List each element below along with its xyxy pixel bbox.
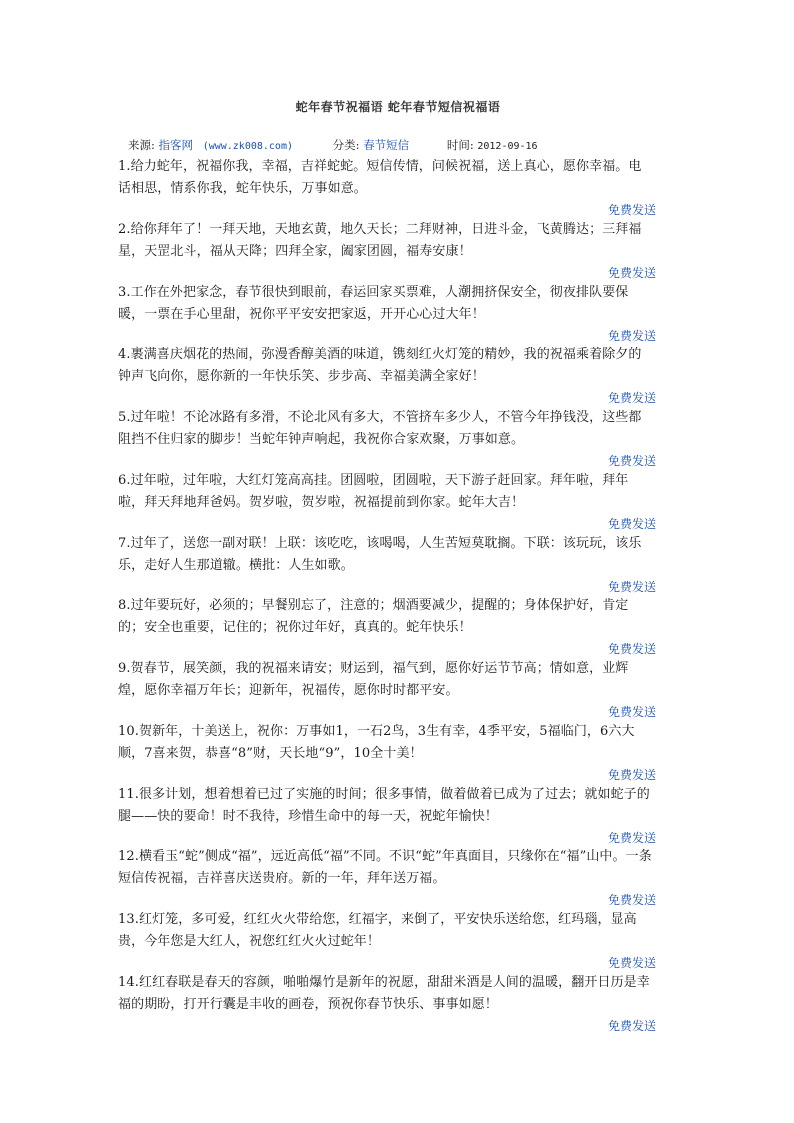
source-label: 来源: <box>128 138 155 152</box>
message-item <box>118 533 656 596</box>
message-text: 4.裹满喜庆烟花的热闹，弥漫香醇美酒的味道，镌刻红火灯笼的精妙，我的祝福乘着除夕的钟声飞向你，愿你新的一年快乐笑、步步高、幸福美满全家好！ <box>118 347 642 385</box>
message-item <box>118 784 656 847</box>
free-send-link[interactable]: 免费发送 <box>607 830 656 845</box>
free-send-link[interactable]: 免费发送 <box>607 956 656 970</box>
free-send-link[interactable]: 免费发送 <box>607 642 656 657</box>
publish-date: 2012-09-16 <box>477 141 538 152</box>
time-label: 时间: <box>446 138 474 152</box>
message-item <box>118 344 656 407</box>
source-link[interactable]: 指客网 <box>158 138 194 152</box>
message-text: 2.给你拜年了！一拜天地，天地玄黄，地久天长；二拜财神，日进斗金，飞黄腾达；三拜福星，天罡北斗，福从天降；四拜全家，阖家团圆，福寿安康！ <box>118 221 642 259</box>
free-send-link[interactable]: 免费发送 <box>607 893 656 908</box>
message-item <box>118 972 656 1035</box>
free-send-link[interactable]: 免费发送 <box>607 1018 656 1033</box>
free-send-link[interactable]: 免费发送 <box>607 516 656 531</box>
message-text: 12.横看玉“蛇”侧成“福”，远近高低“福”不同。不识“蛇”年真面目，只缘你在“福”山中。一条短信传祝福，吉祥喜庆送贵府。新的一年，拜年送万福。 <box>118 849 652 887</box>
free-send-link[interactable]: 免费发送 <box>607 391 656 406</box>
message-text: 14.红红春联是春天的容颜，啪啪爆竹是新年的祝愿，甜甜米酒是人间的温暖，翻开日历是幸福的期盼，打开行囊是丰收的画卷，预祝你春节快乐、事事如愿！ <box>118 974 650 1012</box>
message-item <box>118 219 656 282</box>
message-text: 9.贺春节，展笑颜，我的祝福来请安；财运到，福气到，愿你好运节节高；情如意，业辉煌，愿你幸福万年长；迎新年，祝福传，愿你时时都平安。 <box>118 661 629 698</box>
category-link[interactable]: 春节短信 <box>363 138 410 152</box>
message-text: 11.很多计划，想着想着已过了实施的时间；很多事情，做着做着已成为了过去；就如蛇子的腿——快的要命！时不我待，珍惜生命中的每一天，祝蛇年愉快！ <box>118 786 650 824</box>
article-meta <box>128 137 538 153</box>
message-item <box>118 407 656 470</box>
free-send-link[interactable]: 免费发送 <box>607 203 656 217</box>
message-item <box>118 909 656 972</box>
message-item <box>118 658 656 721</box>
free-send-link[interactable]: 免费发送 <box>607 328 656 343</box>
message-item <box>118 282 656 345</box>
message-text: 6.过年啦，过年啦，大红灯笼高高挂。团圆啦，团圆啦，天下游子赶回家。拜年啦，拜年啦，拜天拜地拜爸妈。贺岁啦，贺岁啦，祝福提前到你家。蛇年大吉！ <box>118 472 629 510</box>
free-send-link[interactable]: 免费发送 <box>607 767 656 782</box>
source-url-link[interactable]: (www.zk008.com) <box>202 141 293 152</box>
page-title: 蛇年春节祝福语 蛇年春节短信祝福语 <box>295 100 501 114</box>
message-text: 7.过年了，送您一副对联！上联：该吃吃，该喝喝，人生苦短莫耽搁。下联：该玩玩，该乐乐，走好人生那道辙。横批：人生如歌。 <box>118 535 642 573</box>
message-item <box>118 595 656 658</box>
free-send-link[interactable]: 免费发送 <box>607 705 656 719</box>
category-label: 分类: <box>332 138 360 152</box>
message-item <box>118 156 656 219</box>
free-send-link[interactable]: 免费发送 <box>607 579 656 594</box>
message-text: 10.贺新年，十美送上，祝你：万事如1，一石2鸟，3生有幸，4季平安，5福临门，6六大顺，7喜来贺，恭喜“8”财，天长地“9”，10全十美！ <box>118 723 635 761</box>
message-item <box>118 470 656 533</box>
message-list <box>118 156 656 1035</box>
message-text: 5.过年啦！不论冰路有多滑，不论北风有多大，不管挤车多少人，不管今年挣钱没，这些都阻挡不住归家的脚步！当蛇年钟声响起，我祝你合家欢聚，万事如意。 <box>118 410 642 447</box>
message-item <box>118 721 656 784</box>
free-send-link[interactable]: 免费发送 <box>607 265 656 280</box>
message-text: 3.工作在外把家念，春节很快到眼前，春运回家买票难，人潮拥挤保安全，彻夜排队要保暖，一票在手心里甜，祝你平平安安把家返，开开心心过大年！ <box>118 284 629 322</box>
message-text: 1.给力蛇年，祝福你我，幸福，吉祥蛇蛇。短信传情，问候祝福，送上真心，愿你幸福。电话相思，情系你我，蛇年快乐，万事如意。 <box>118 159 642 196</box>
message-item <box>118 846 656 909</box>
message-text: 8.过年要玩好，必须的；早餐别忘了，注意的；烟酒要减少，提醒的；身体保护好，肯定的；安全也重要，记住的；祝你过年好，真真的。蛇年快乐！ <box>118 598 629 636</box>
message-text: 13.红灯笼，多可爱，红红火火带给您，红福字，来倒了，平安快乐送给您，红玛瑙，显高贵，今年您是大红人，祝您红红火火过蛇年！ <box>118 912 637 949</box>
free-send-link[interactable]: 免费发送 <box>607 454 656 468</box>
